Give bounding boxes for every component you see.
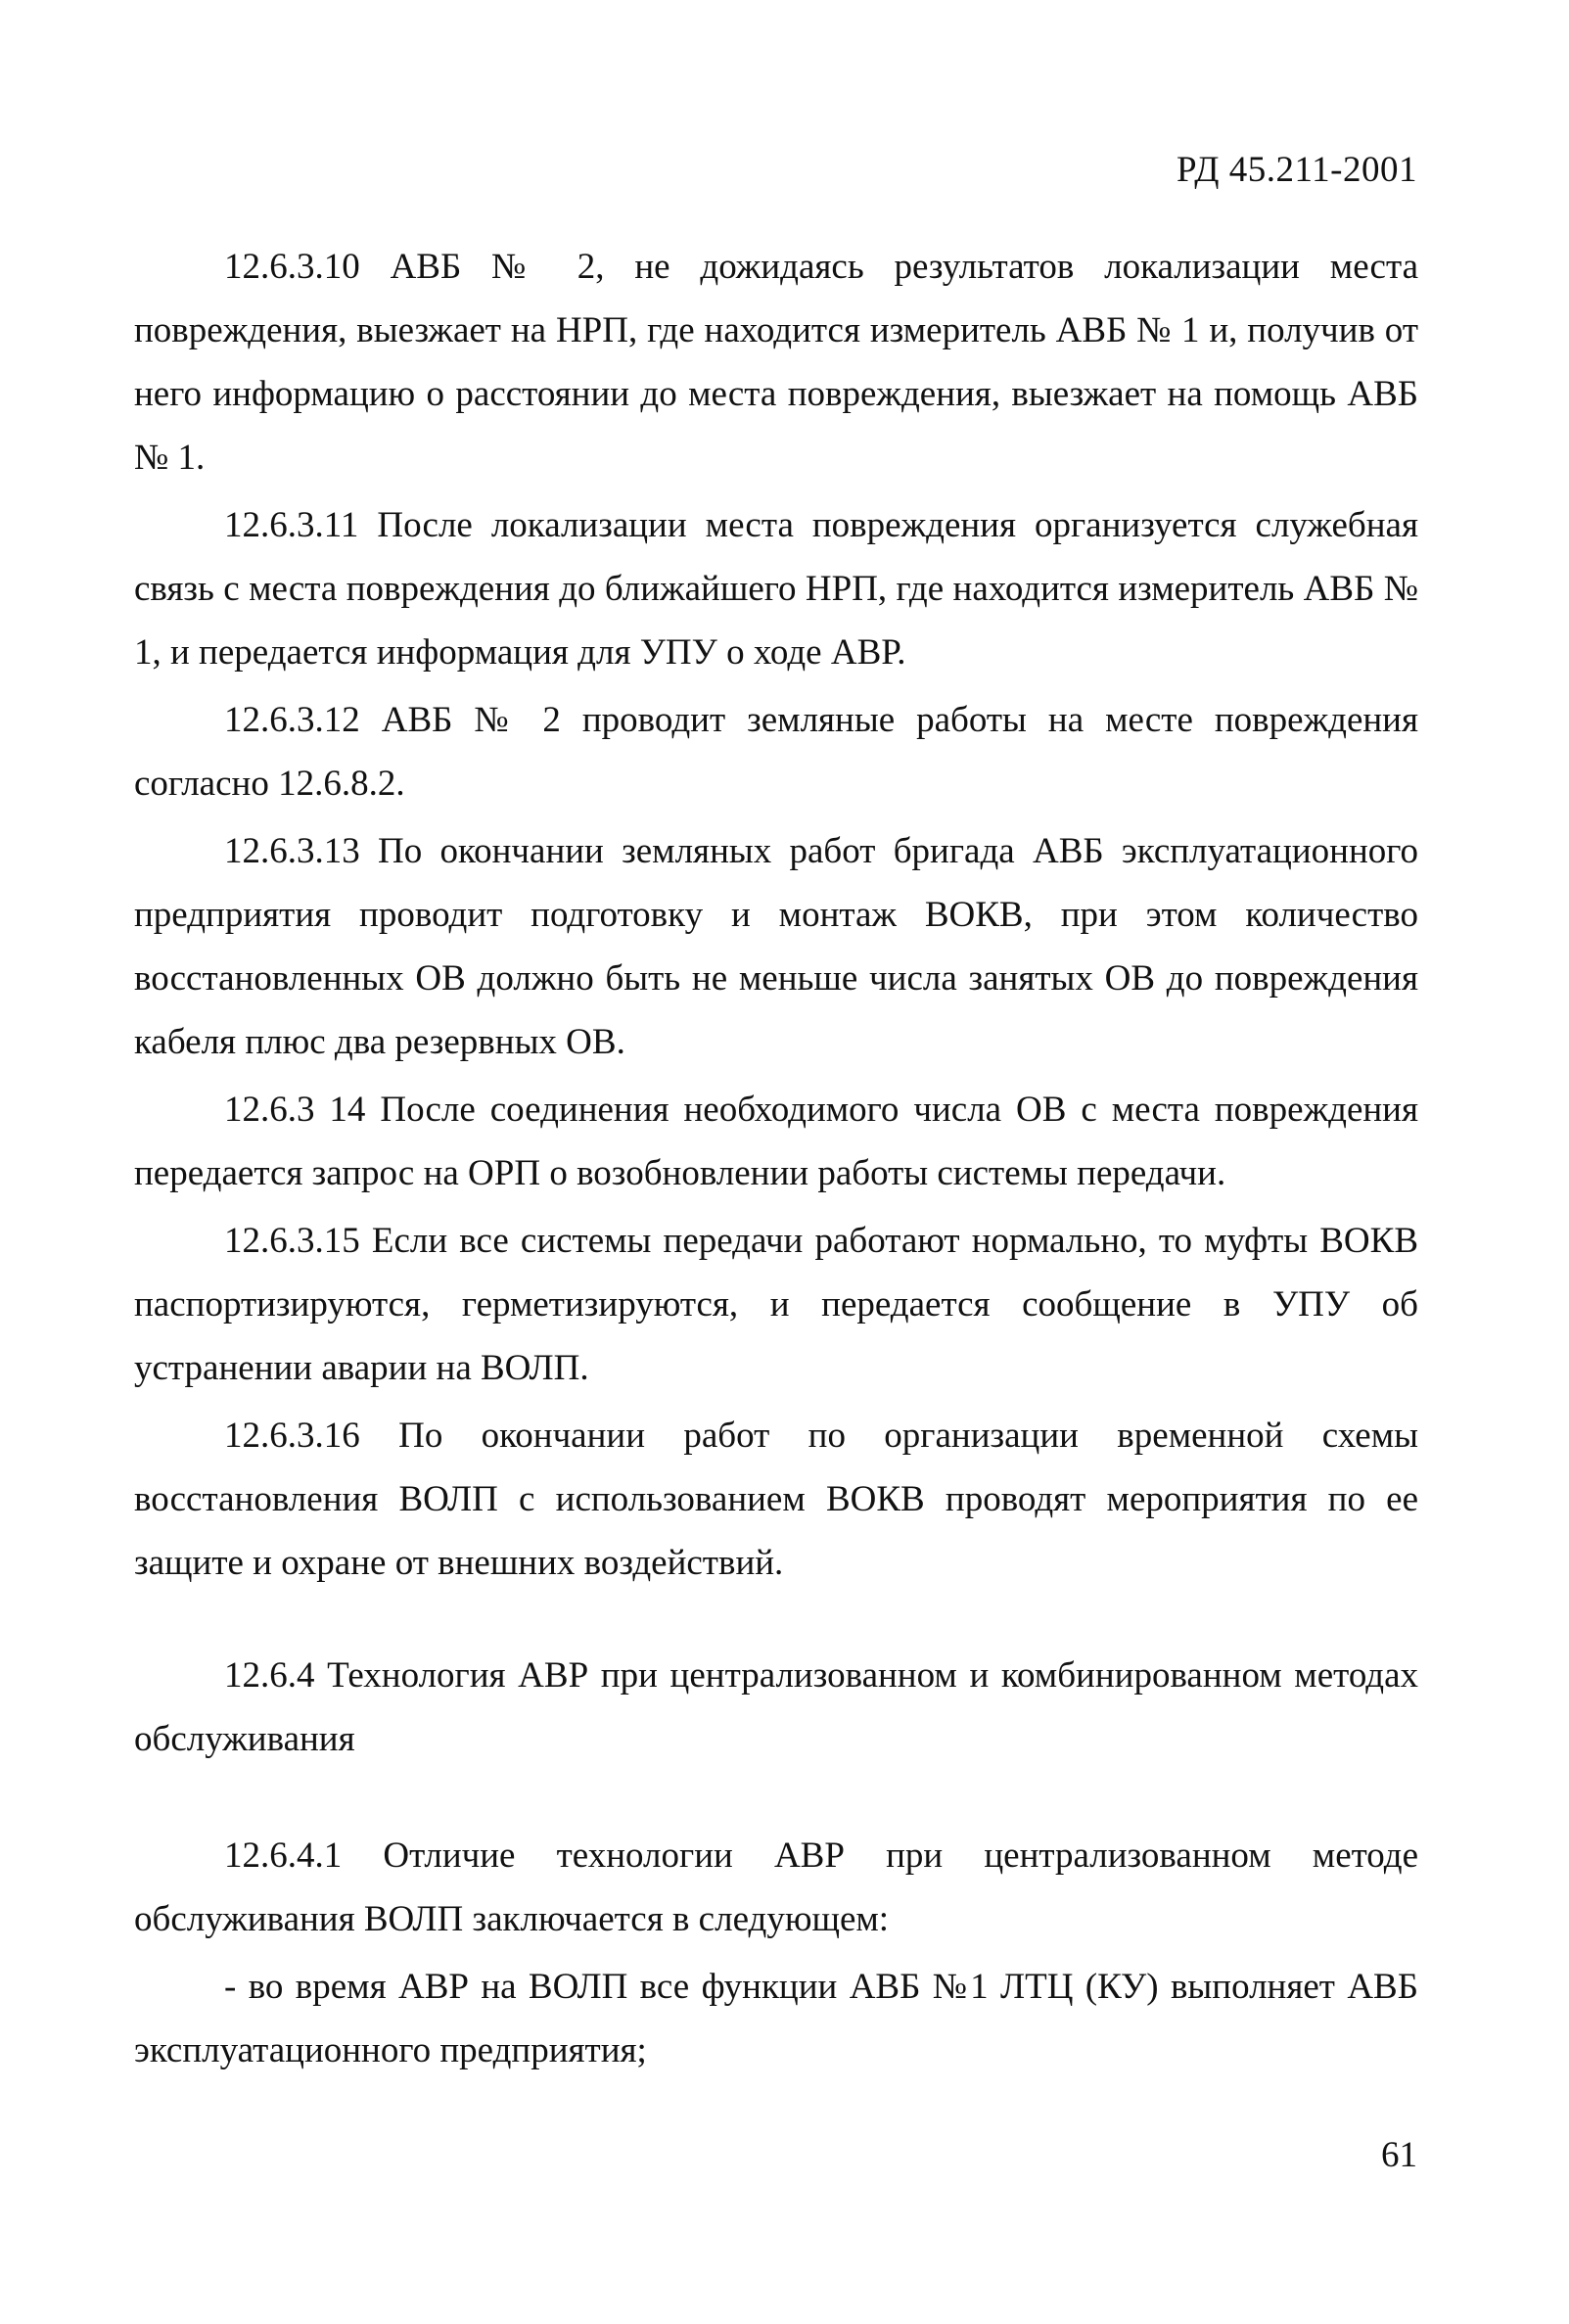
section-heading-12-6-4: 12.6.4 Технология АВР при централизованном и комбинированном методах обслуживания <box>134 1655 1418 1759</box>
document-code: РД 45.211-2001 <box>1177 150 1417 190</box>
paragraph-12-6-3-12: 12.6.3.12 АВБ № 2 проводит земляные работы на месте повреждения согласно 12.6.8.2. <box>134 700 1418 804</box>
page-number: 61 <box>1381 2135 1417 2175</box>
paragraph-12-6-3-13: 12.6.3.13 По окончании земляных работ бригада АВБ эксплуатационного предприятия проводит подготовку и монтаж ВОКВ, при этом количество восстановленных ОВ должно быть не меньше числа занятых ОВ до повреждения кабеля плюс два резервных ОВ. <box>134 831 1418 1062</box>
paragraph-12-6-3-16: 12.6.3.16 По окончании работ по организации временной схемы восстановления ВОЛП с использованием ВОКВ проводят мероприятия по ее защите и охране от внешних воздействий. <box>134 1416 1418 1583</box>
paragraph-12-6-3-11: 12.6.3.11 После локализации места повреждения организуется служебная связь с места повреждения до ближайшего НРП, где находится измеритель АВБ № 1, и передается информация для УПУ о ходе АВР. <box>134 505 1418 673</box>
paragraph-12-6-4-1: 12.6.4.1 Отличие технологии АВР при централизованном методе обслуживания ВОЛП заключается в следующем: <box>134 1836 1418 1939</box>
paragraph-12-6-3-14: 12.6.3 14 После соединения необходимого числа ОВ с места повреждения передается запрос на ОРП о возобновлении работы системы передачи. <box>134 1090 1418 1193</box>
paragraph-12-6-3-15: 12.6.3.15 Если все системы передачи работают нормально, то муфты ВОКВ паспортизируются, герметизируются, и передается сообщение в УПУ об устранении аварии на ВОЛП. <box>134 1221 1418 1388</box>
document-body <box>134 235 1418 2086</box>
paragraph-12-6-3-10: 12.6.3.10 АВБ № 2, не дожидаясь результатов локализации места повреждения, выезжает на НРП, где находится измеритель АВБ № 1 и, получив от него информацию о расстоянии до места повреждения, выезжает на помощь АВБ № 1. <box>134 247 1418 478</box>
list-item-dash: - во время АВР на ВОЛП все функции АВБ №1 ЛТЦ (КУ) выполняет АВБ эксплуатационного предприятия; <box>134 1967 1418 2070</box>
